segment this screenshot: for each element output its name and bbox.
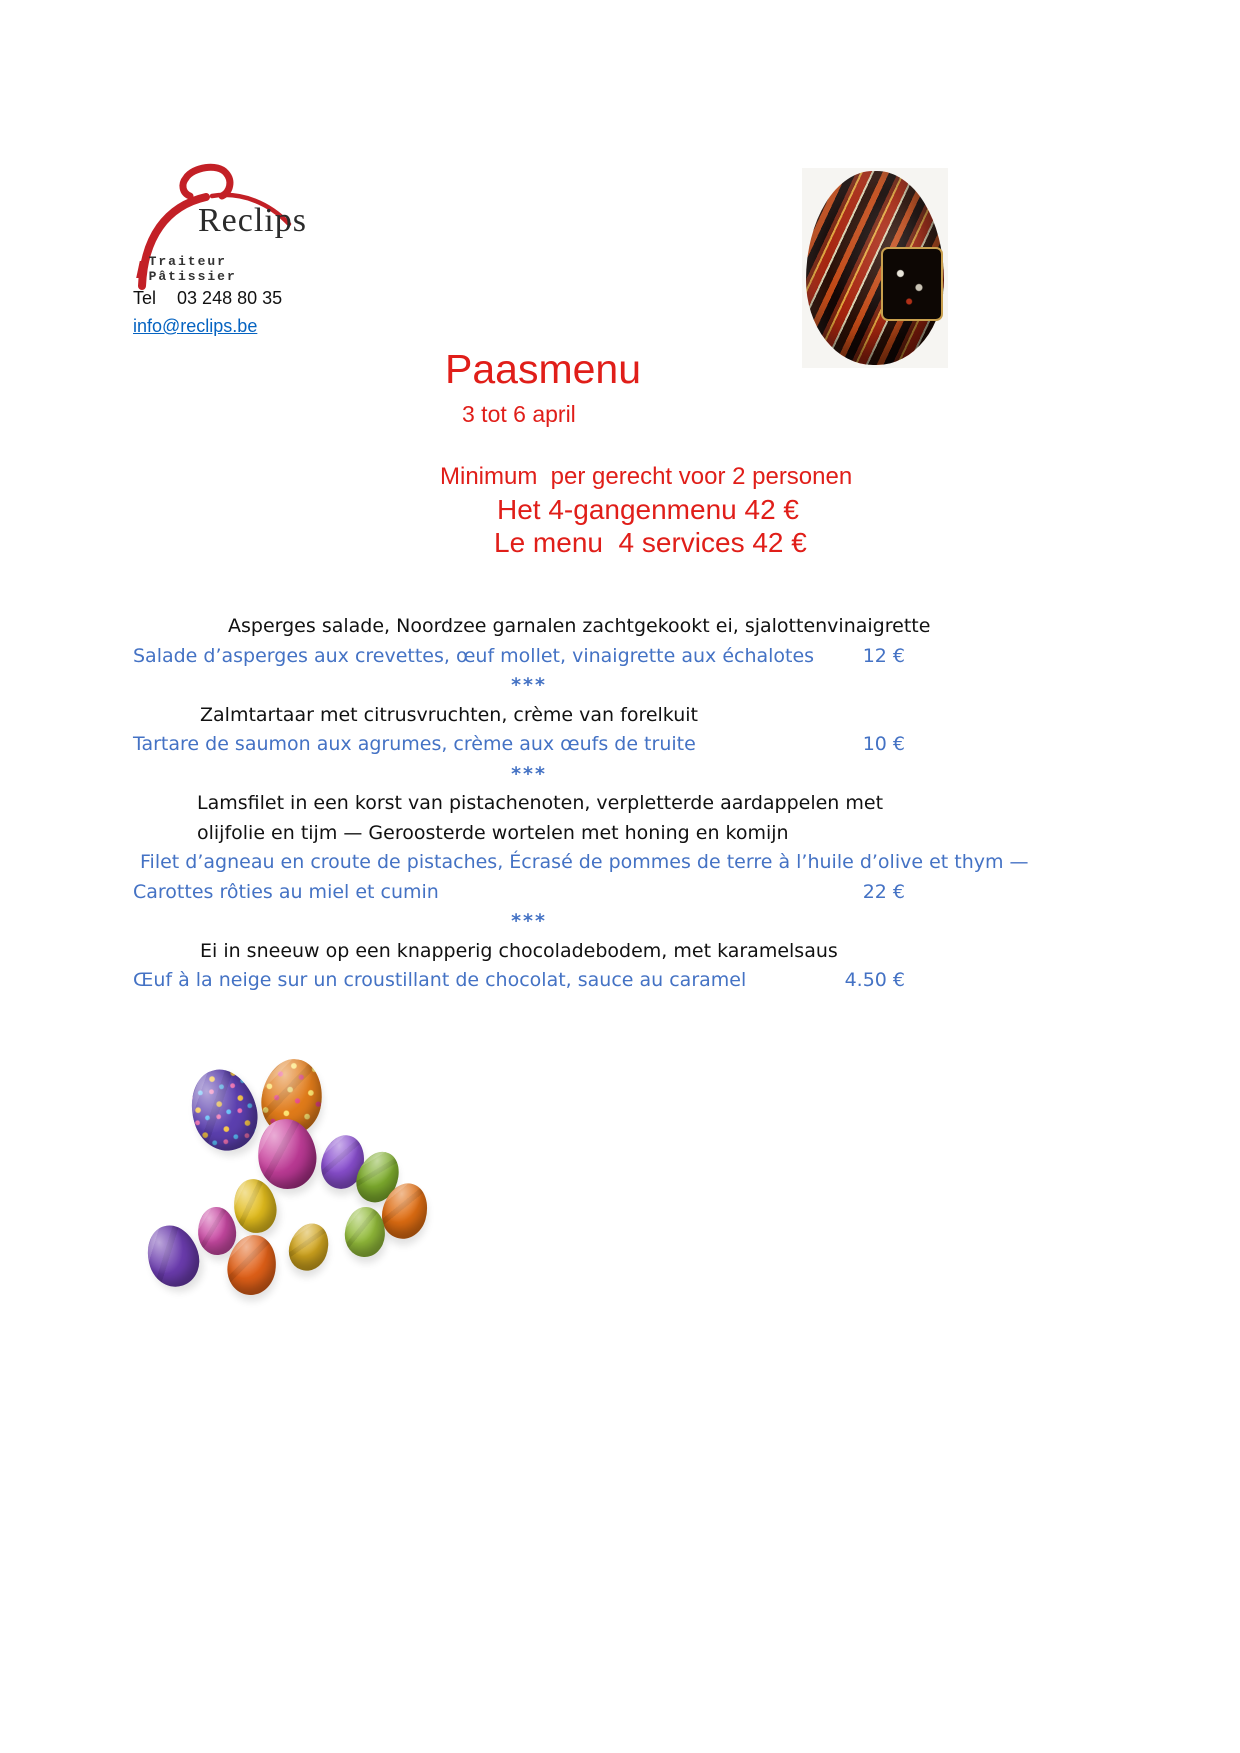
chocolate-egg — [182, 1062, 266, 1158]
decorated-egg-image — [802, 168, 948, 368]
menu-price-dutch: Het 4-gangenmenu 42 € — [497, 494, 799, 525]
course-1-french — [133, 642, 925, 672]
chocolate-egg — [283, 1218, 335, 1276]
course-separator: *** — [511, 674, 547, 696]
course-3-price: 22 € — [862, 880, 905, 903]
course-1-price: 12 € — [862, 644, 905, 667]
course-1-dutch: Asperges salade, Noordzee garnalen zachtgekookt ei, sjalottenvinaigrette — [228, 615, 931, 637]
course-3-french-text: Carottes rôties au miel et cumin — [133, 880, 439, 903]
tagline-text: Traiteur Pâtissier — [148, 254, 237, 284]
course-4-dutch: Ei in sneeuw op een knapperig chocoladebodem, met karamelsaus — [200, 939, 838, 962]
brand-name: Reclips — [198, 202, 307, 239]
pysanka-center-panel — [881, 247, 943, 321]
brand-tagline — [138, 254, 310, 284]
course-2-french-text: Tartare de saumon aux agrumes, crème aux œufs de truite — [133, 733, 696, 755]
course-4-french-text: Œuf à la neige sur un croustillant de chocolat, sauce au caramel — [133, 969, 747, 991]
menu-courses — [133, 612, 1029, 996]
page-title: Paasmenu — [445, 346, 642, 392]
chocolate-egg — [343, 1206, 386, 1259]
course-2-price: 10 € — [862, 733, 905, 755]
course-2-dutch: Zalmtartaar met citrusvruchten, crème van forelkuit — [200, 703, 698, 726]
course-1-french-text: Salade d’asperges aux crevettes, œuf mollet, vinaigrette aux échalotes — [133, 644, 815, 667]
course-3-dutch-line-1: Lamsfilet in een korst van pistachenoten, verpletterde aardappelen met — [197, 792, 884, 814]
menu-price-french: Le menu 4 services 42 € — [494, 527, 807, 558]
minimum-note: Minimum per gerecht voor 2 personen — [440, 463, 853, 490]
course-4-price: 4.50 € — [844, 969, 905, 991]
course-4-french — [133, 966, 925, 996]
pysanka-egg — [806, 171, 944, 365]
chocolate-egg — [254, 1116, 320, 1193]
course-2-french — [133, 730, 925, 760]
date-range: 3 tot 6 april — [462, 401, 576, 427]
phone-line — [133, 288, 282, 309]
course-3-french-line-1: Filet d’agneau en croute de pistaches, Écrasé de pommes de terre à l’huile d’olive et thym — — [140, 851, 1029, 873]
phone-label: Tel — [133, 288, 157, 308]
email-link[interactable]: info@reclips.be — [133, 316, 258, 336]
course-3-french-line-2 — [133, 878, 925, 908]
course-separator: *** — [511, 762, 547, 785]
chocolate-egg — [140, 1219, 207, 1293]
reclips-logo — [130, 158, 310, 298]
course-separator: *** — [511, 910, 547, 932]
tagline-accent-bar — [136, 261, 144, 278]
phone-number: 03 248 80 35 — [177, 288, 283, 308]
chocolate-egg — [196, 1206, 237, 1257]
chocolate-eggs-image — [140, 1055, 450, 1295]
course-3-dutch-line-2: olijfolie en tijm — Geroosterde wortelen met honing en komijn — [197, 821, 789, 844]
